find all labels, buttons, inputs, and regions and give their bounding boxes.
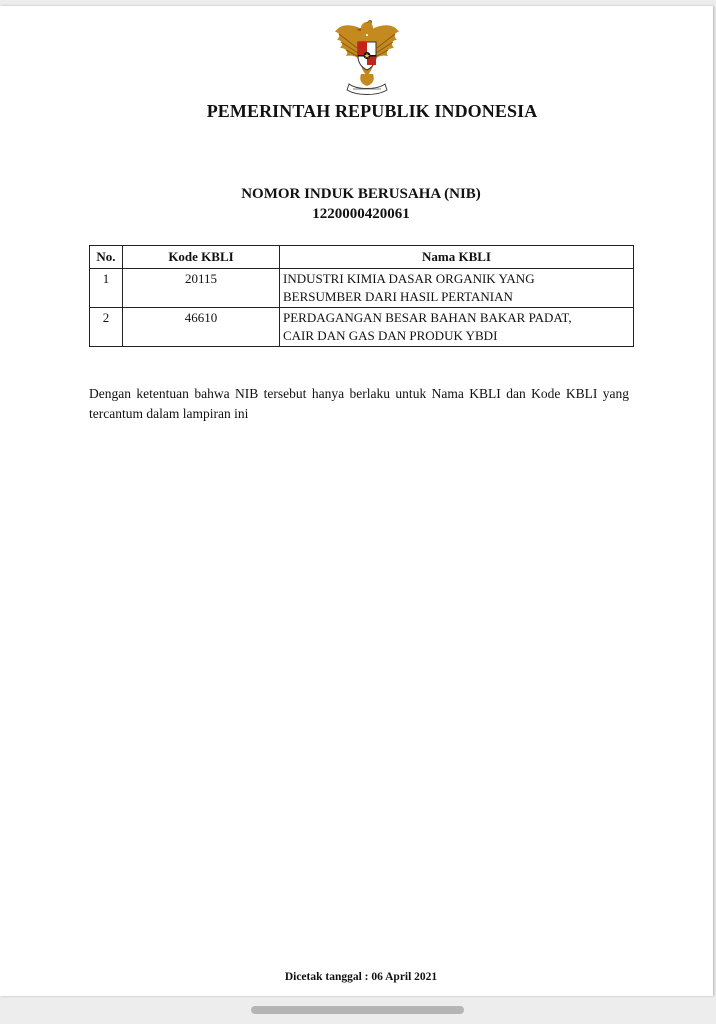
kbli-name: [280, 308, 634, 347]
kbli-name-line: CAIR DAN GAS DAN PRODUK YBDI: [283, 328, 498, 343]
table-row: [90, 269, 634, 308]
table-row: [90, 308, 634, 347]
column-header-code: Kode KBLI: [123, 246, 280, 269]
kbli-code: 46610: [123, 308, 280, 347]
printed-date: Dicetak tanggal : 06 April 2021: [284, 971, 438, 983]
validity-note: Dengan ketentuan bahwa NIB tersebut hanya berlaku untuk Nama KBLI dan Kode KBLI yang tercantum dalam lampiran ini: [89, 386, 629, 421]
nib-number: 1220000420061: [312, 206, 410, 222]
document-title-block: [0, 184, 716, 224]
document-title: NOMOR INDUK BERUSAHA (NIB): [241, 186, 481, 202]
kbli-name: [280, 269, 634, 308]
column-header-name: Nama KBLI: [280, 246, 634, 269]
government-title: PEMERINTAH REPUBLIK INDONESIA: [206, 101, 538, 121]
kbli-table: [89, 245, 634, 347]
kbli-name-line: BERSUMBER DARI HASIL PERTANIAN: [283, 289, 513, 304]
kbli-name-line: PERDAGANGAN BESAR BAHAN BAKAR PADAT,: [283, 310, 572, 325]
row-number: 2: [90, 308, 123, 347]
kbli-name-line: INDUSTRI KIMIA DASAR ORGANIK YANG: [283, 271, 535, 286]
horizontal-scrollbar[interactable]: [251, 1006, 464, 1014]
kbli-code: 20115: [123, 269, 280, 308]
document-page: [0, 6, 713, 996]
column-header-no: No.: [90, 246, 123, 269]
row-number: 1: [90, 269, 123, 308]
garuda-emblem-icon: [331, 18, 403, 96]
table-header-row: [90, 246, 634, 269]
